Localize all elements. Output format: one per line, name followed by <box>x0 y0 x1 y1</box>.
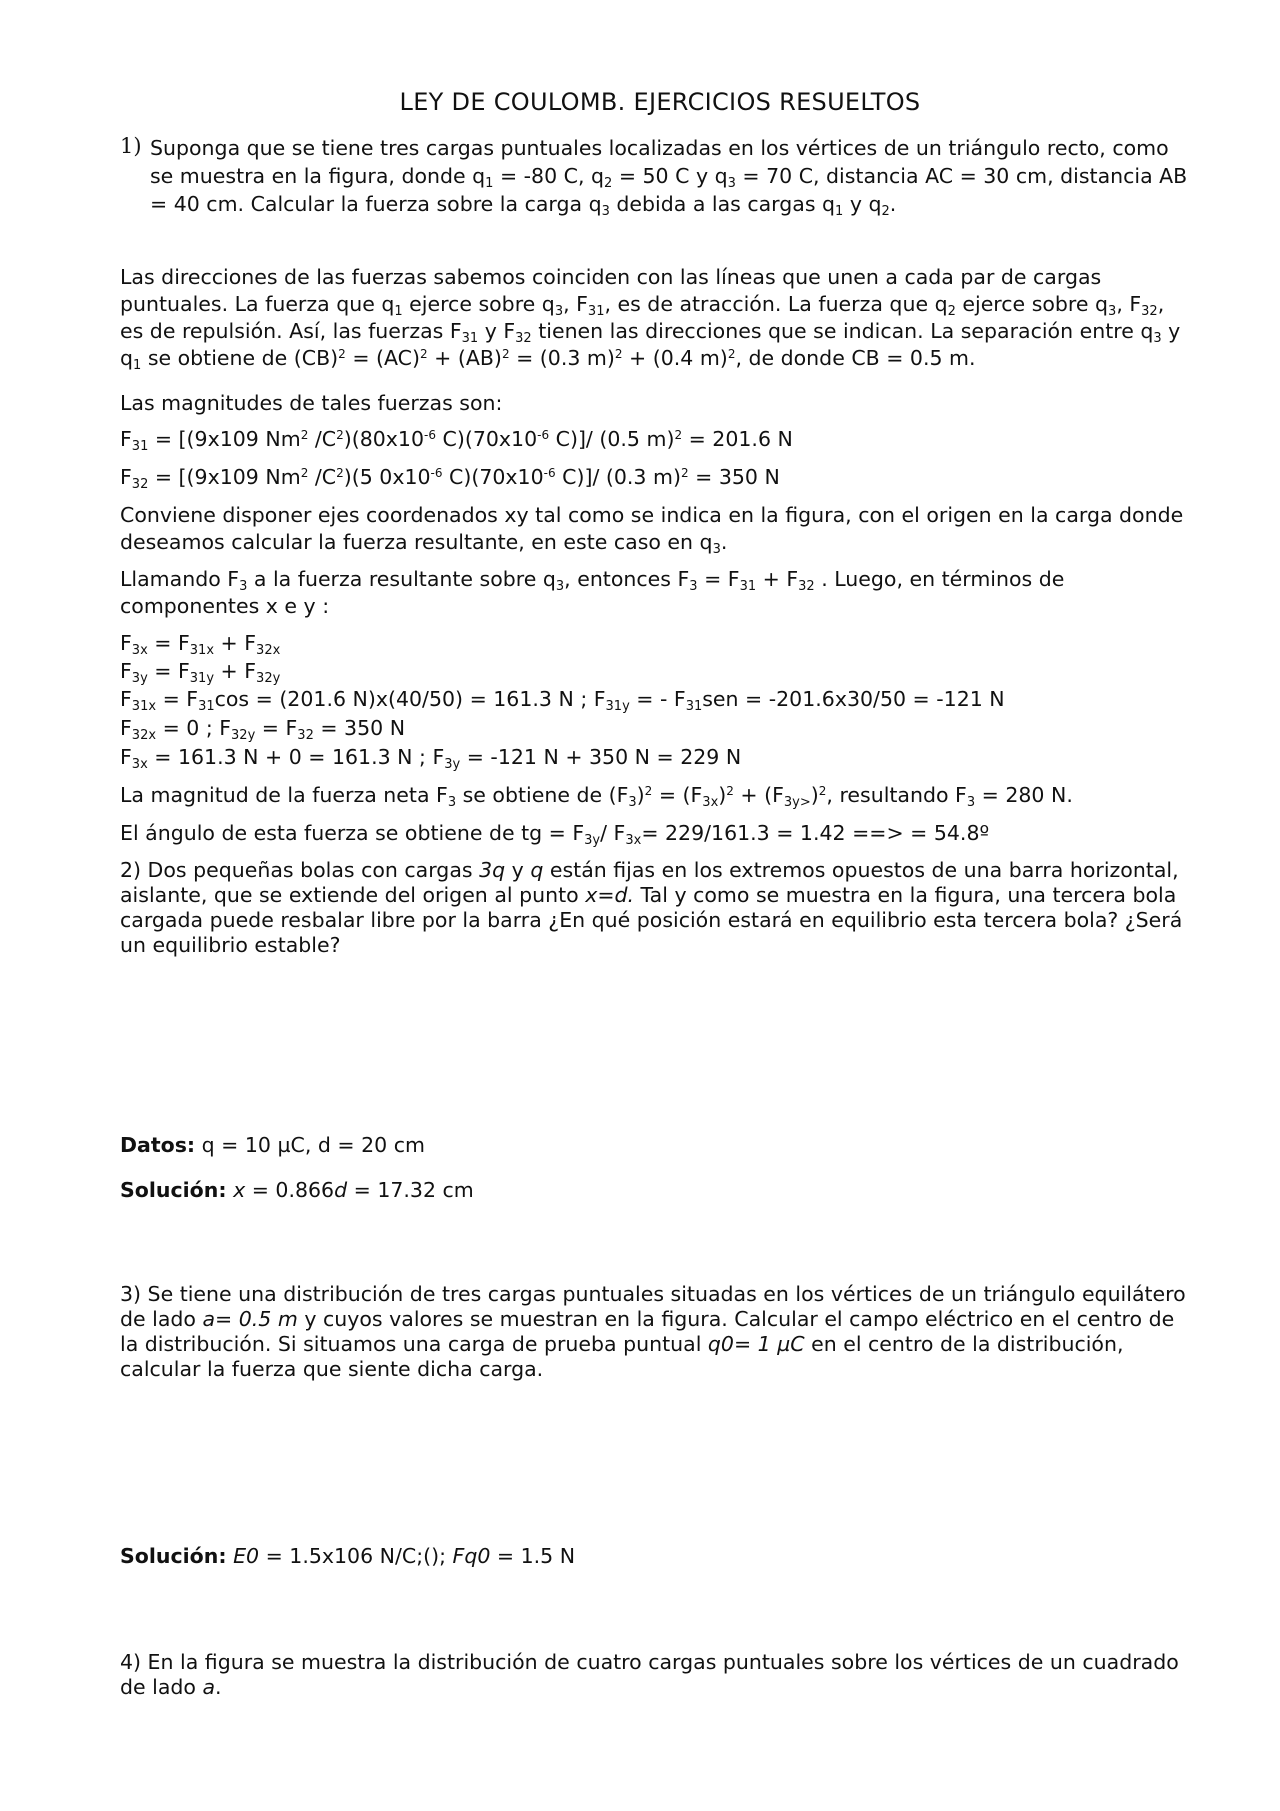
force-angle: El ángulo de esta fuerza se obtiene de tg = $F_{3y}/$ $F_{3x}= 229/161.3 = 1.42$ ==> = 54.8º <box>120 821 990 848</box>
equation-f31: $F_{31} = [(9x109$ Nm$^2$ $/C^2)(80x10^{-6}$ $C)(70x10^{-6}$ C)]/ (0.5 m)$^2$ = 201.6 N <box>120 427 793 454</box>
magnitudes-intro: Las magnitudes de tales fuerzas son: <box>120 391 503 415</box>
exercise-2-solution: Solución: x = 0.866d = 17.32 cm <box>120 1178 474 1202</box>
equation-f31-components: $F_{31x} = F_{31}\cos = (201.6$ N)x(40/50) = 161.3 N ; $F_{31y}$ = - $F_{31}sen = -201.6x30/50 = -121$ N <box>120 687 1005 714</box>
exercise-1-number: 1) <box>120 134 142 158</box>
resultant-paragraph: Llamando $F_3$ a la fuerza resultante sobre $q_3$, entonces $F_3 = F_{31} + F_{32}$ . Luego, en términos de componentes x e y : <box>120 567 1065 618</box>
equation-f32-components: $F_{32x} = 0$ ; $F_{32y} = F_{32} = 350$ N <box>120 716 406 743</box>
force-directions-paragraph: Las direcciones de las fuerzas sabemos coinciden con las líneas que unen a cada par de cargas puntuales. La fuerza que $q_1$ ejerce sobre $q_3$, $F_{31}$, es de atracción. La fuerza que $q_2$ ejerce sobre $q_3$, $F_{32}$, es de repulsión. Así, las fuerzas $F_{31}$ y $F_{32}$ tienen las direcciones que se indican. La separación entre $q_3$ y $q_1$ se obtiene de (CB)$^2$ = (AC)$^2$ + (AB)$^2$ = (0.3 m)$^2$ + (0.4 m)$^2$, de donde CB = 0.5 m. <box>120 265 1181 373</box>
exercise-3-statement: 3) Se tiene una distribución de tres cargas puntuales situadas en los vértices de un triángulo equilátero de lado a= 0.5 m y cuyos valores se muestran en la figura. Calcular el campo eléctrico en el centro de la distribución. Si situamos una carga de prueba puntual q0= 1 µC en el centro de la distribución, calcular la fuerza que siente dicha carga. <box>120 1282 1186 1381</box>
equation-f32: $F_{32} = [(9x109$ Nm$^2$ $/C^2)(5$ $0x10^{-6}$ $C)(70x10^{-6}$ C)]/ (0.3 m)$^2$ = 350 N <box>120 465 780 492</box>
exercise-4-statement: 4) En la figura se muestra la distribución de cuatro cargas puntuales sobre los vértices de un cuadrado de lado a. <box>120 1650 1179 1699</box>
exercise-3-solution: Solución: E0 = 1.5x106 N/C;(); Fq0 = 1.5 N <box>120 1544 576 1568</box>
equation-f3x: $F_{3x} = F_{31x} + F_{32x}$ <box>120 631 281 658</box>
document-title: LEY DE COULOMB. EJERCICIOS RESUELTOS <box>399 88 921 116</box>
equation-f3y: $F_{3y} = F_{31y} + F_{32y}$ <box>120 659 281 686</box>
exercise-2-statement: 2) Dos pequeñas bolas con cargas 3q y q están fijas en los extremos opuestos de una barra horizontal, aislante, que se extiende del origen al punto x=d. Tal y como se muestra en la figura, una tercera bola cargada puede resbalar libre por la barra ¿En qué posición estará en equilibrio esta tercera bola? ¿Será un equilibrio estable? <box>120 858 1183 957</box>
net-force-magnitude: La magnitud de la fuerza neta $F_3$ se obtiene de $(F_3)^2 = (F_{3x})^2 + (F_{3y>})^2$, resultando $F_3 = 280$ N. <box>120 783 1073 810</box>
exercise-1-statement: Suponga que se tiene tres cargas puntuales localizadas en los vértices de un triángulo recto, como se muestra en la figura, donde $q_1 = -80$ C, $q_2 = 50$ C y $q_3 = 70$ C, distancia AC = 30 cm, distancia AB = 40 cm. Calcular la fuerza sobre la carga $q_3$ debida a las cargas $q_1$ y $q_2$. <box>150 136 1188 219</box>
axes-paragraph: Conviene disponer ejes coordenados xy tal como se indica en la figura, con el origen en la carga donde deseamos calcular la fuerza resultante, en este caso en $q_3$. <box>120 503 1184 557</box>
exercise-2-data: Datos: q = 10 µC, d = 20 cm <box>120 1133 425 1157</box>
equation-f3-components: $F_{3x} = 161.3$ N + 0 = 161.3 N ; $F_{3y} = -121$ N + 350 N = 229 N <box>120 745 742 772</box>
